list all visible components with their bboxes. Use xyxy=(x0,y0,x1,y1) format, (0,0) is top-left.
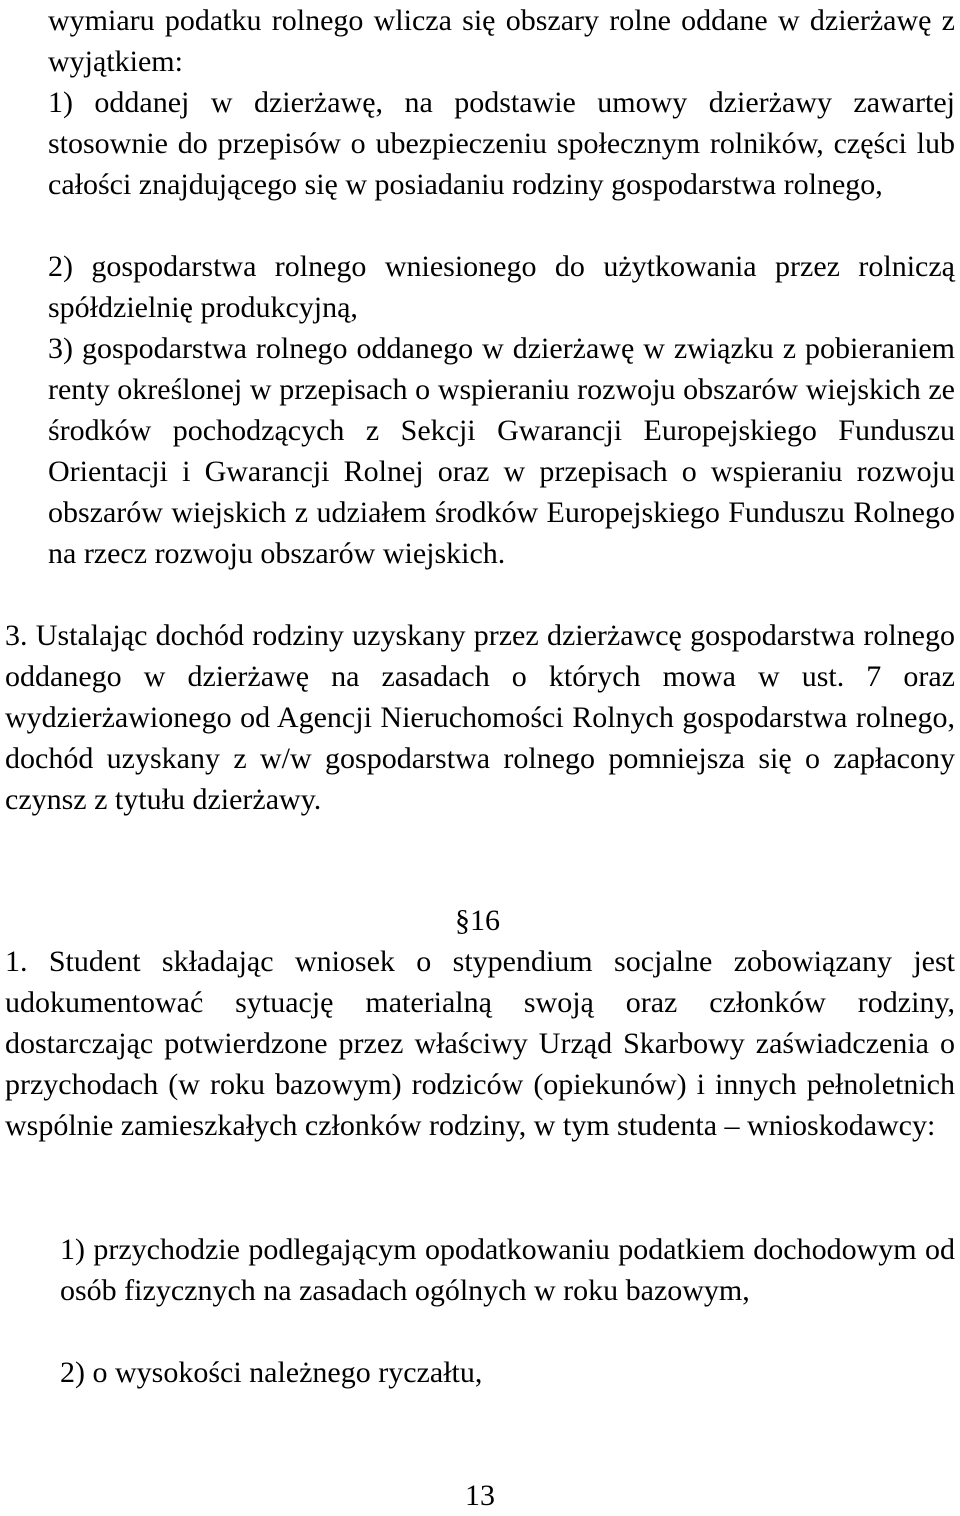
income-item-1: 1) przychodzie podlegającym opodatkowaniu podatkiem dochodowym od osób fizycznych na zasadach ogólnych w roku bazowym, xyxy=(60,1233,955,1307)
paragraph-point-1: 1. Student składając wniosek o stypendium socjalne zobowiązany jest udokumentować sytuację materialną swoją oraz członków rodziny, dostarczając potwierdzone przez właściwy Urząd Skarbowy zaświadczenia o przychodach (w roku bazowym) rodziców (opiekunów) i innych pełnoletnich wspólnie zamieszkałych członków rodziny, w tym studenta – wnioskodawcy: xyxy=(5,945,955,1142)
exception-item-1: 1) oddanej w dzierżawę, na podstawie umowy dzierżawy zawartej stosownie do przepisów o ubezpieczeniu społecznym rolników, części lub całości znajdującego się w posiadaniu rodziny gospodarstwa rolnego, xyxy=(48,86,955,201)
paragraph-intro: wymiaru podatku rolnego wlicza się obszary rolne oddane w dzierżawę z wyjątkiem: xyxy=(48,4,955,78)
page-number: 13 xyxy=(465,1479,495,1512)
exception-item-3: 3) gospodarstwa rolnego oddanego w dzierżawę w związku z pobieraniem renty określonej w przepisach o wspieraniu rozwoju obszarów wiejskich ze środków pochodzących z Sekcji Gwarancji Europejskiego Funduszu Orientacji i Gwarancji Rolnej oraz w przepisach o wspieraniu rozwoju obszarów wiejskich z udziałem środków Europejskiego Funduszu Rolnego na rzecz rozwoju obszarów wiejskich. xyxy=(48,332,955,570)
paragraph-point-3: 3. Ustalając dochód rodziny uzyskany przez dzierżawcę gospodarstwa rolnego oddanego w dzierżawę na zasadach o których mowa w ust. 7 oraz wydzierżawionego od Agencji Nieruchomości Rolnych gospodarstwa rolnego, dochód uzyskany z w/w gospodarstwa rolnego pomniejsza się o zapłacony czynsz z tytułu dzierżawy. xyxy=(5,619,955,816)
section-mark: §16 xyxy=(455,904,500,937)
income-item-2: 2) o wysokości należnego ryczałtu, xyxy=(60,1356,483,1389)
exception-item-2: 2) gospodarstwa rolnego wniesionego do użytkowania przez rolniczą spółdzielnię produkcyjną, xyxy=(48,250,955,324)
